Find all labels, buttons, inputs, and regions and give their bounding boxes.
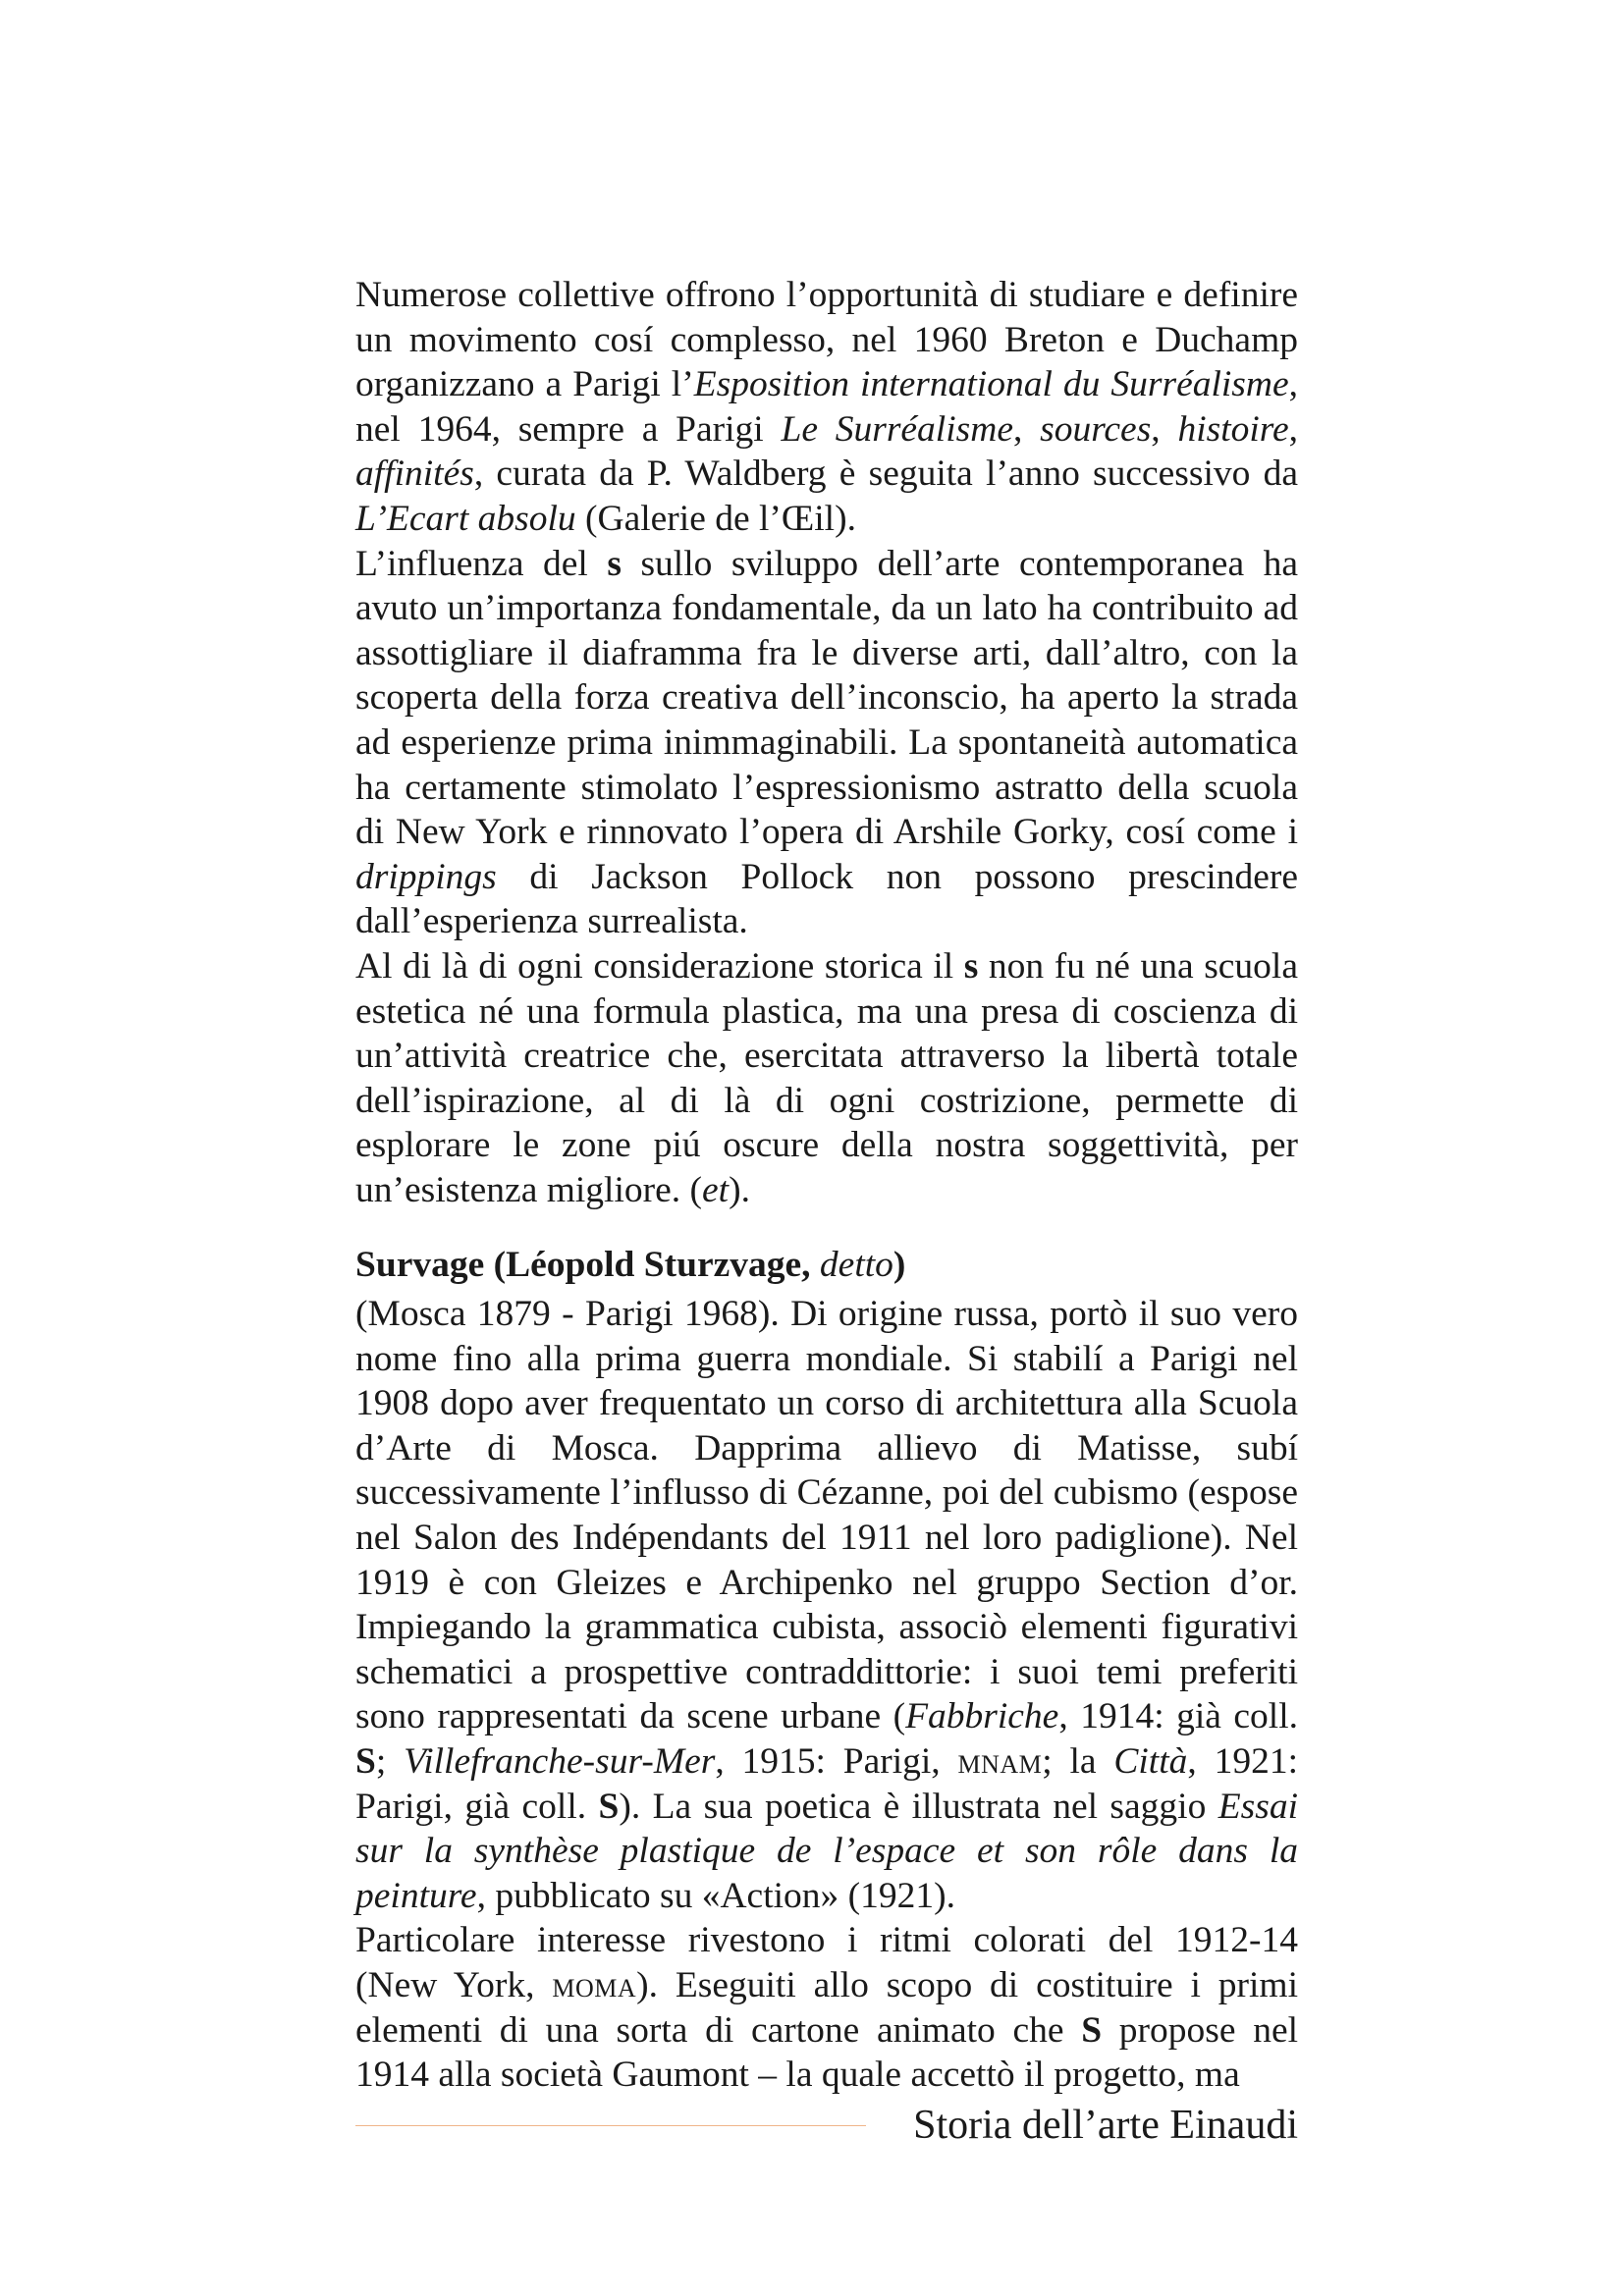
page-body	[355, 273, 1298, 2098]
heading-detto: detto	[819, 1245, 893, 1286]
paragraph-biografia: (Mosca 1879 - Parigi 1968). Di origine russa, portò il suo vero nome fino alla prima guerra mondiale. Si stabilí a Parigi nel 1908 dopo aver frequentato un corso di architettura alla Scuola d’Arte di Mosca. Dapprima allievo di Matisse, subí successivamente l’influsso di Cézanne, poi del cubismo (espose nel Salon des Indépendants del 1911 nel loro padiglione). Nel 1919 è con Gleizes e Archipenko nel gruppo Section d’or. Impiegando la grammatica cubista, associò elementi figurativi schematici a prospettive contraddittorie: i suoi temi preferiti sono rappresentati da scene urbane (Fabbriche, 1914: già coll. S; Villefranche-sur-Mer, 1915: Parigi, mnam; la Città, 1921: Parigi, già coll. S). La sua poetica è illustrata nel saggio Essai sur la synthèse plastique de l’espace et son rôle dans la peinture, pubblicato su «Action» (1921).	[355, 1294, 1299, 1916]
footer-label: Storia dell’arte Einaudi	[913, 2103, 1298, 2148]
paragraph-ritmi-colorati: Particolare interesse rivestono i ritmi colorati del 1912-14 (New York, moma). Eseguiti allo scopo di costituire i primi elementi di una sorta di cartone animato che S propose nel 1914 alla società Gaumont – la quale accettò il progetto, ma	[355, 1920, 1299, 2096]
heading-close: )	[893, 1245, 906, 1286]
entry-heading-survage	[355, 1243, 1298, 1288]
heading-name: Survage (Léopold Sturzvage,	[355, 1245, 811, 1286]
paragraph-considerazione: Al di là di ogni considerazione storica il s non fu né una scuola estetica né una formula plastica, ma una presa di coscienza di un’attività creatrice che, esercitata attraverso la libertà totale dell’ispirazione, al di là di ogni costrizione, permette di esplorare le zone piú oscure della nostra soggettività, per un’esistenza migliore. (et).	[355, 945, 1298, 1210]
paragraph-collettive: Numerose collettive offrono l’opportunità di studiare e definire un movimento cosí complesso, nel 1960 Breton e Duchamp organizzano a Parigi l’Esposition international du Surréalisme, nel 1964, sempre a Parigi Le Surréalisme, sources, histoire, affinités, curata da P. Waldberg è seguita l’anno successivo da L’Ecart absolu (Galerie de l’Œil).	[355, 275, 1299, 539]
paragraph-influenza: L’influenza del s sullo sviluppo dell’arte contemporanea ha avuto un’importanza fondamentale, da un lato ha contribuito ad assottigliare il diaframma fra le diverse arti, dall’altro, con la scoperta della forza creativa dell’inconscio, ha aperto la strada ad esperienze prima inimmaginabili. La spontaneità automatica ha certamente stimolato l’espressionismo astratto della scuola di New York e rinnovato l’opera di Arshile Gorky, cosí come i drippings di Jackson Pollock non possono prescindere dall’esperienza surrealista.	[355, 543, 1299, 942]
footer-rule	[355, 2125, 866, 2126]
